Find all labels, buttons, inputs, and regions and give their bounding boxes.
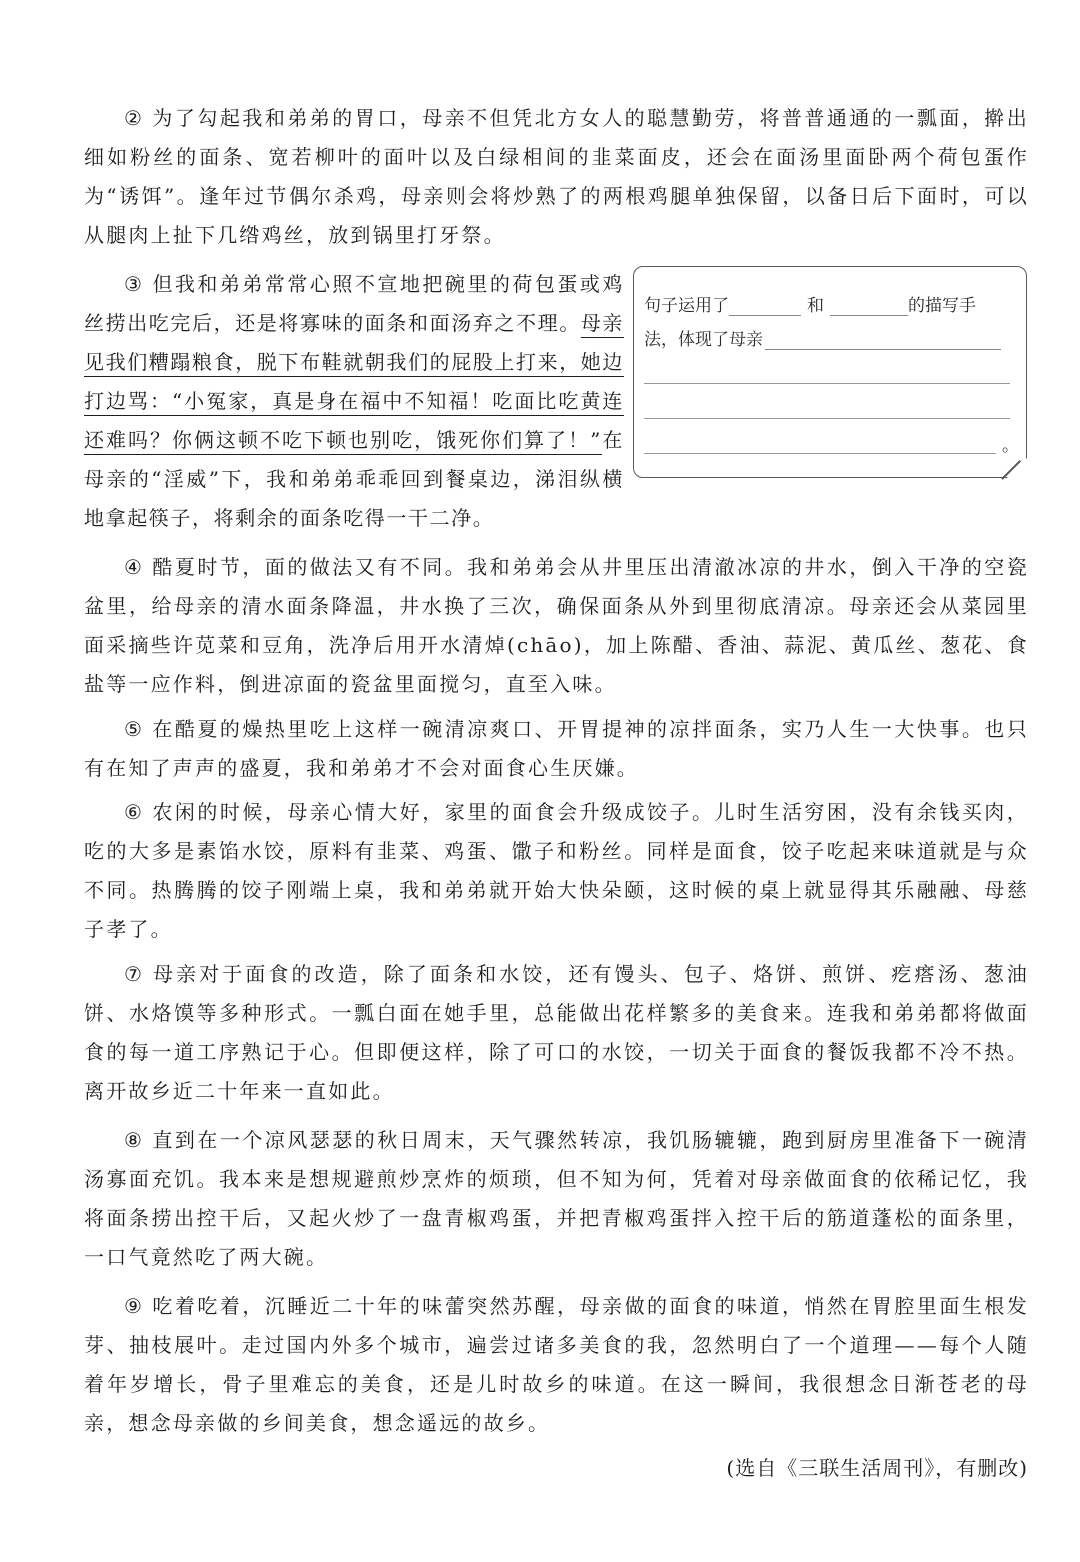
underlined-sentence: 母亲见我们糟蹋粮食，脱下布鞋就朝我们的屁股上打来，她边打边骂：“小冤家，真是身在福中不知福！吃面比吃黄连还难吗？你俩这顿不吃下顿也别吃，饿死你们算了！” (84, 311, 625, 452)
note-text-c: 的描写手 (908, 296, 976, 316)
folded-corner (1006, 457, 1028, 479)
paragraph-text: 为了勾起我和弟弟的胃口，母亲不但凭北方女人的聪慧勤劳，将普普通通的一瓢面，擀出细如粉丝的面条、宽若柳叶的面叶以及白绿相间的韭菜面皮，还会在面汤里面卧两个荷包蛋作为“诱饵”。逢年过节偶尔杀鸡，母亲则会将炒熟了的两根鸡腿单独保留，以备日后下面时，可以从腿肉上扯下几绺鸡丝，放到锅里打牙祭。 (84, 106, 1029, 247)
paragraph-7 (84, 955, 1029, 1111)
paragraph-8 (84, 1121, 1029, 1277)
paragraph-6 (84, 793, 1029, 949)
answer-line[interactable] (644, 418, 1010, 419)
note-end-mark: 。 (1002, 436, 1019, 456)
paragraph-number: ⑤ (124, 717, 145, 741)
paragraph-3 (84, 265, 624, 538)
paragraph-number: ② (124, 106, 145, 130)
paragraph-text: 酷夏时节，面的做法又有不同。我和弟弟会从井里压出清澈冰凉的井水，倒入干净的空瓷盆里，给母亲的清水面条降温，井水换了三次，确保面条从外到里彻底清凉。母亲还会从菜园里面采摘些许苋菜和豆角，洗净后用开水清焯(chāo)，加上陈醋、香油、蒜泥、黄瓜丝、葱花、食盐等一应作料，倒进凉面的瓷盆里面搅匀，直至入味。 (84, 555, 1029, 696)
paragraph-number: ⑦ (124, 962, 146, 986)
paragraph-number: ⑥ (124, 800, 145, 824)
paragraph-4 (84, 548, 1029, 704)
paragraph-number: ⑧ (124, 1128, 145, 1152)
paragraph-text: 农闲的时候，母亲心情大好，家里的面食会升级成饺子。儿时生活穷困，没有余钱买肉，吃的大多是素馅水饺，原料有韭菜、鸡蛋、馓子和粉丝。同样是面食，饺子吃起来味道就是与众不同。热腾腾的饺子刚端上桌，我和弟弟就开始大快朵颐，这时候的桌上就显得其乐融融、母慈子孝了。 (84, 800, 1029, 941)
paragraph-text: 母亲对于面食的改造，除了面条和水饺，还有馒头、包子、烙饼、煎饼、疙瘩汤、葱油饼、水烙馍等多种形式。一瓢白面在她手里，总能做出花样繁多的美食来。连我和弟弟都将做面食的每一道工序熟记于心。但即便这样，除了可口的水饺，一切关于面食的餐饭我都不冷不热。离开故乡近二十年来一直如此。 (84, 962, 1029, 1103)
paragraph-5 (84, 710, 1029, 788)
annotation-box (633, 266, 1027, 478)
answer-line[interactable] (644, 453, 996, 454)
note-line-1 (644, 291, 976, 316)
paragraph-number: ③ (124, 272, 145, 296)
note-text-b: 和 (807, 296, 824, 316)
source-citation: (选自《三联生活周刊》，有删改) (726, 1456, 1028, 1480)
answer-line[interactable] (644, 383, 1010, 384)
answer-blank-1[interactable] (729, 297, 801, 316)
paragraph-text: 直到在一个凉风瑟瑟的秋日周末，天气骤然转凉，我饥肠辘辘，跑到厨房里准备下一碗清汤寡面充饥。我本来是想规避煎炒烹炸的烦琐，但不知为何，凭着对母亲做面食的依稀记忆，我将面条捞出控干后，又起火炒了一盘青椒鸡蛋，并把青椒鸡蛋拌入控干后的筋道蓬松的面条里，一口气竟然吃了两大碗。 (84, 1128, 1029, 1269)
paragraph-text: 但我和弟弟常常心照不宣地把碗里的荷包蛋或鸡丝捞出吃完后，还是将寡味的面条和面汤弃之不理。 (84, 272, 624, 335)
note-text-d: 法，体现了母亲 (644, 330, 763, 350)
paragraph-9 (84, 1287, 1029, 1443)
note-line-2 (644, 325, 1001, 350)
note-text-a: 句子运用了 (644, 296, 729, 316)
answer-blank-3[interactable] (765, 331, 1001, 350)
paragraph-number: ④ (124, 555, 145, 579)
paragraph-2 (84, 99, 1029, 255)
paragraph-number: ⑨ (124, 1294, 145, 1318)
paragraph-text-after: 在母亲的“淫威”下，我和弟弟乖乖回到餐桌边，涕泪纵横地拿起筷子，将剩余的面条吃得一干二净。 (84, 428, 624, 530)
answer-blank-2[interactable] (830, 297, 908, 316)
paragraph-text: 在酷夏的燥热里吃上这样一碗清凉爽口、开胃提神的凉拌面条，实乃人生一大快事。也只有在知了声声的盛夏，我和弟弟才不会对面食心生厌嫌。 (84, 717, 1029, 780)
paragraph-text: 吃着吃着，沉睡近二十年的味蕾突然苏醒，母亲做的面食的味道，悄然在胃腔里面生根发芽、抽枝展叶。走过国内外多个城市，遍尝过诸多美食的我，忽然明白了一个道理——每个人随着年岁增长，骨子里难忘的美食，还是儿时故乡的味道。在这一瞬间，我很想念日渐苍老的母亲，想念母亲做的乡间美食，想念遥远的故乡。 (84, 1294, 1029, 1435)
